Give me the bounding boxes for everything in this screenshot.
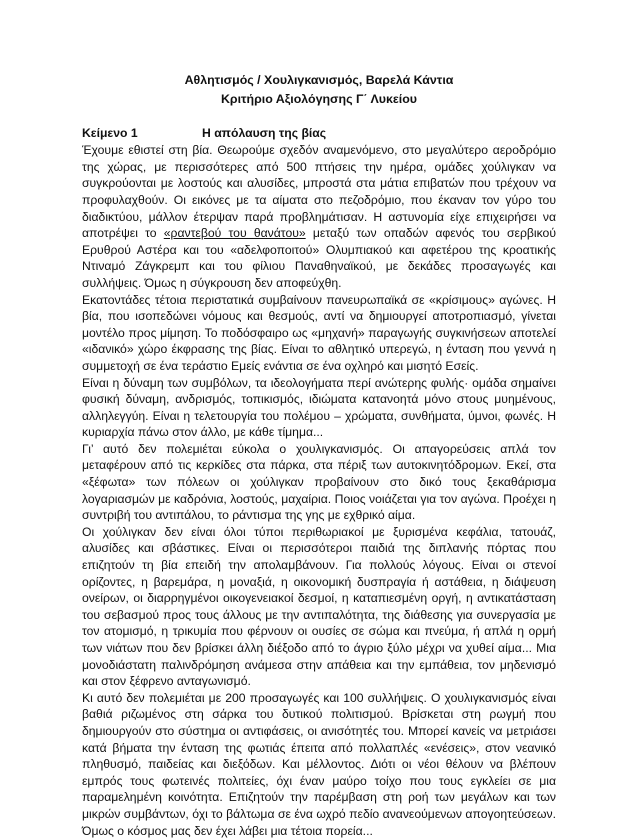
document-page [82,72,556,839]
text-title: Η απόλαυση της βίας [202,126,327,141]
text-heading-row [82,125,556,142]
paragraph-1-part-a: Έχουμε εθιστεί στη βία. Θεωρούμε σχεδόν αναμενόμενο, στο μεγαλύτερο αεροδρόμιο της χώρας, με περισσότερες από 500 πτήσεις την ημέρα, ομάδες χούλιγκαν να συγκρούονται με λοστούς και αλυσίδες, μπροστά στα μάτια επιβατών που τρέχουν να προφυλαχθούν. Οι εικόνες με τα αίματα στο πεζοδρόμιο, που έκαναν τον γύρο του διαδικτύου, μάλλον έτερψαν παρά προβλημάτισαν. Η αστυνομία είχε επιχειρήσει να αποτρέψει το [82,143,556,241]
paragraph-1-part-b: μεταξύ των οπαδών αφενός του σερβικού Ερυθρού Αστέρα και του «αδελφοποιτού» Ολυμπιακού και αφετέρου της κροατικής Ντιναμό Ζάγκρεμπ και του φίλιου Παναθηναϊκού, με δεκάδες προσαγωγές και συλλήψεις. Όμως η σύγκρουση δεν αποφεύχθη. [82,226,556,290]
paragraph-6: Κι αυτό δεν πολεμιέται με 200 προσαγωγές και 100 συλλήψεις. Ο χουλιγκανισμός είναι βαθιά ριζωμένος στη σάρκα του δυτικού πολιτισμού. Βρίσκεται στη ρωγμή που δημιουργούν στο σύστημα οι αντιφάσεις, οι ανισότητές του. Μπορεί κανείς να μετριάσει κατά βήματα την ένταση της φωτιάς έπειτα από πολλαπλές «ενέσεις», στον νεανικό πληθυσμό, παιδείας και διεξόδων. Και μέλλοντος. Διότι οι νέοι θέλουν να βλέπουν εμπρός τους φωτεινές πολιτείες, όχι έναν μαύρο τοίχο που τους εγκλείει σε μια παραμελημένη κοινότητα. Επιζητούν την παρέμβαση στη ροή των μεγάλων και των μικρών συμβάντων, όχι το βάλτωμα σε ένα ωχρό πεδίο ανανεούμενων απογοητεύσεων. Όμως ο κόσμος μας δεν έχει λάβει μια τέτοια πορεία... [82,690,556,838]
paragraph-2: Εκατοντάδες τέτοια περιστατικά συμβαίνουν πανευρωπαϊκά σε «κρίσιμους» αγώνες. Η βία, που ισοπεδώνει νόμους και θεσμούς, αντί να δημιουργεί αποτροπιασμό, γίνεται μοντέλο προς μίμηση. Το ποδόσφαιρο ως «μηχανή» παραγωγής συγκινήσεων αποτελεί «ιδανικό» χώρο έκφρασης της βίας. Είναι το αθλητικό υπερεγώ, η ένταση που γεννά η συμμετοχή σε ένα τεράστιο Εμείς ενάντια σε ένα οχληρό και μισητό Εσείς. [82,292,556,373]
document-title: Αθλητισμός / Χουλιγκανισμός, Βαρελά Κάντια [184,73,454,87]
paragraph-4: Γι’ αυτό δεν πολεμιέται εύκολα ο χουλιγκανισμός. Οι απαγορεύσεις απλά τον μεταφέρουν από τις κερκίδες στα πάρκα, στα πέριξ των αυτοκινητόδρομων. Εκεί, στα «ξέφωτα» των πόλεων οι χούλιγκαν προβαίνουν στο δικό τους ξεκαθάρισμα λογαριασμών με καδρόνια, λοστούς, μαχαίρια. Ποιος νοιάζεται για τον αγώνα. Προέχει η συντριβή του αντιπάλου, το ράντισμα της γης με εχθρικό αίμα. [82,441,556,523]
paragraph-5: Οι χούλιγκαν δεν είναι όλοι τύποι περιθωριακοί με ξυρισμένα κεφάλια, τατουάζ, αλυσίδες και σβάστικες. Είναι οι περισσότεροι παιδιά της διπλανής πόρτας που επιζητούν τη βία επειδή την απολαμβάνουν. Για πολλούς λόγους. Είναι οι στενοί ορίζοντες, η βαρεμάρα, η μοναξιά, η οικονομική δυσπραγία ή αστάθεια, η διάψευση ονείρων, οι διαρρηγμένοι οικογενειακοί δεσμοί, η καταπιεσμένη οργή, η αντικατάσταση του σεβασμού προς τους άλλους με την αντιπαλότητα, της διάθεσης για συνεργασία με τον ατομισμό, η τρικυμία που φέρνουν οι ουσίες σε σώμα και πνεύμα, ή απλά η ορμή των νιάτων που δεν βρίσκει άλλη διέξοδο από το άγριο ξύλο μέχρι να χυθεί αίμα... Μια μονοδιάστατη παλινδρόμηση ανάμεσα στην απάθεια και την εμπάθεια, τον μηδενισμό και στον ξέφρενο ανταγωνισμό. [82,524,556,689]
paragraph-3: Είναι η δύναμη των συμβόλων, τα ιδεολογήματα περί ανώτερης φυλής· ομάδα σημαίνει φυσική δύναμη, ανδρισμός, τοπικισμός, ιδιώματα κατανοητά μόνο στους μυημένους, αλληλεγγύη. Είναι η τελετουργία του πολέμου – χρώματα, συνθήματα, ύμνοι, φωνές. Η κυριαρχία πάνω στον άλλο, με κάθε τίμημα... [82,375,556,440]
paragraph-1 [82,142,556,291]
underlined-phrase: «ραντεβού του θανάτου» [163,226,306,241]
document-subtitle: Κριτήριο Αξιολόγησης Γ΄ Λυκείου [220,91,418,106]
text-label: Κείμενο 1 [82,126,138,141]
